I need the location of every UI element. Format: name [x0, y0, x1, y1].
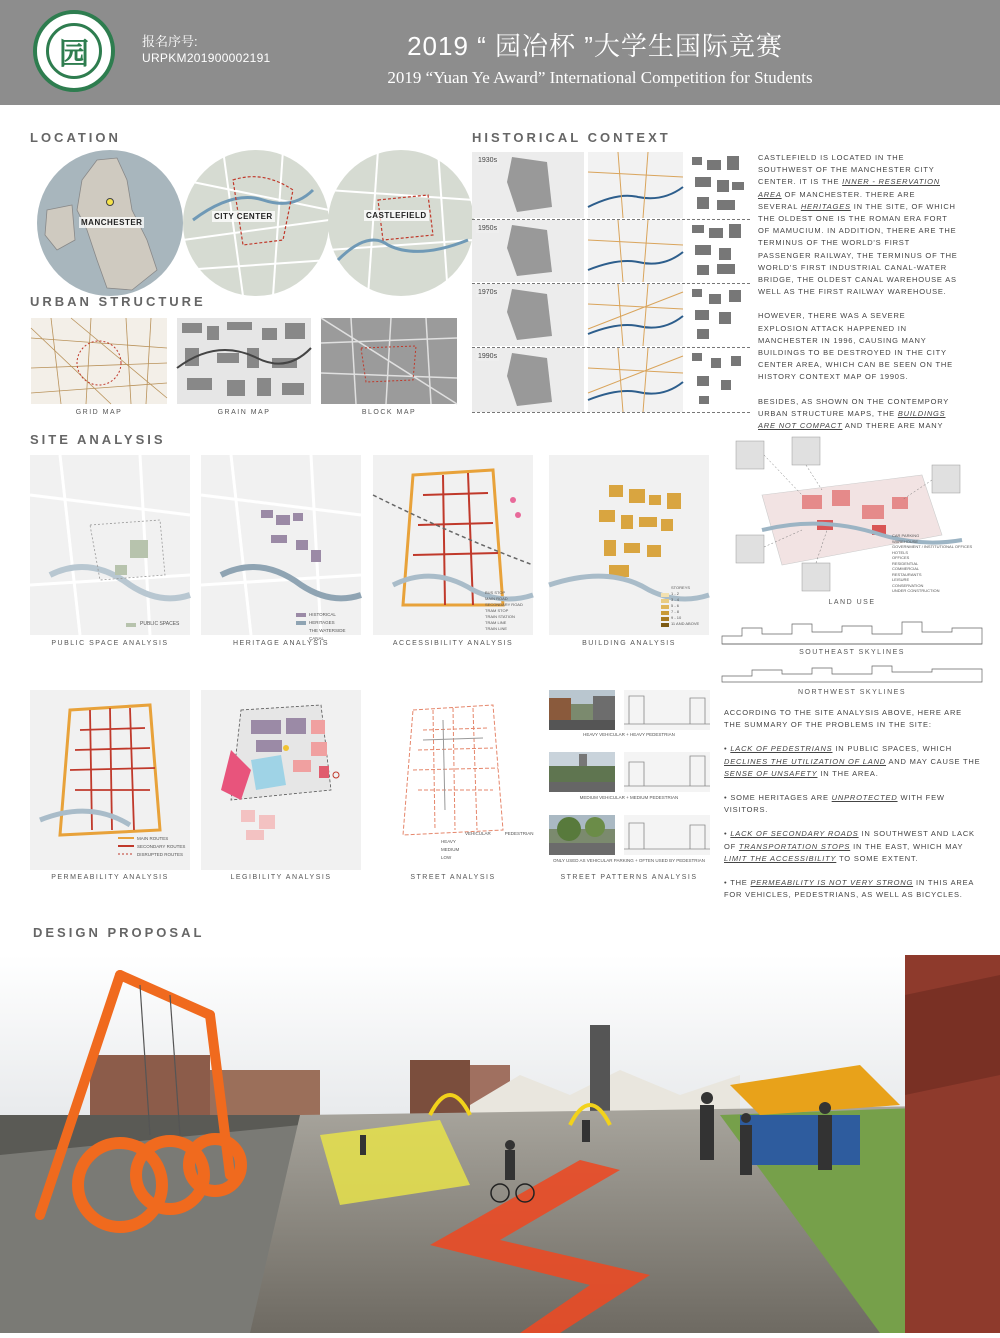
street-photo-icon [549, 690, 615, 730]
highlight-inner-reservation: INNER - RESERVATION AREA [758, 177, 940, 199]
heritage-icon [201, 455, 361, 635]
summary-text [724, 707, 982, 913]
location-pin-icon [106, 198, 114, 206]
land-use-diagram [722, 435, 982, 595]
street-section-1 [624, 690, 710, 730]
street-network-icon [588, 220, 683, 282]
text-run: IN PUBLIC SPACES, WHICH [835, 744, 952, 754]
caption-public-space: PUBLIC SPACE ANALYSIS [51, 640, 169, 647]
map-label-city-center: CITY CENTER [214, 212, 273, 221]
legend-item: BUS STOP [485, 590, 506, 595]
section-location-title: LOCATION [30, 130, 121, 145]
summary-bullet-1: • LACK OF PEDESTRIANS IN PUBLIC SPACES, WHICH DECLINES THE UTILIZATION OF LAND AND MAY CAUSE THE SENSE OF UNSAFETY IN THE AREA. [724, 744, 981, 778]
history-street-1950s [588, 220, 683, 282]
caption-legibility: LEGIBILITY ANALYSIS [230, 874, 332, 881]
history-street-1930s [588, 152, 683, 218]
highlight-permeability: PERMEABILITY IS NOT VERY STRONG [750, 878, 914, 888]
legend-item: TRAIN LINE [485, 626, 508, 631]
grain-map-icon [177, 318, 311, 404]
district-map-icon [328, 150, 474, 296]
legend-row-heavy: HEAVY [441, 839, 456, 844]
registration-label: 报名序号: [142, 34, 198, 49]
history-text [758, 152, 958, 469]
caption-block-map: BLOCK MAP [361, 409, 417, 416]
permeability-legend [137, 835, 185, 859]
skyline-icon [722, 660, 982, 684]
design-proposal-render [0, 955, 1000, 1333]
registration-number: URPKM201900002191 [142, 51, 271, 65]
highlight-heritages: HERITAGES [800, 201, 851, 211]
legend-item: CONSERVATION [892, 582, 924, 588]
summary-bullet-2: • SOME HERITAGES ARE UNPROTECTED WITH FEW VISITORS. [724, 793, 945, 815]
highlight-transport-stops: TRANSPORTATION STOPS [738, 841, 851, 851]
legend-waterside-canal: THE WATERSIDE CANAL [309, 628, 346, 641]
highlight-utilization: DECLINES THE UTILIZATION OF LAND [724, 756, 887, 766]
block-map-icon [321, 318, 457, 404]
public-space-map [30, 455, 190, 635]
street-legend [441, 830, 534, 862]
legend-header [465, 830, 534, 838]
street-network-icon [588, 348, 683, 412]
history-buildings-1950s [687, 220, 750, 282]
street-photo-1 [549, 690, 615, 730]
pattern-caption-3: ONLY USED AS VEHICULAR PARKING + OFTEN USED BY PEDESTRIAN [552, 858, 706, 863]
map-castlefield [328, 150, 474, 296]
street-section-icon [624, 690, 710, 730]
skyline-icon [722, 618, 982, 646]
street-section-icon [624, 815, 710, 855]
design-render-illustration [0, 955, 1000, 1333]
grain-map-image [177, 318, 311, 404]
storeys-legend [671, 585, 699, 627]
text-run: AND THERE ARE MANY [844, 421, 944, 431]
legend-item: HOTELS [892, 549, 909, 555]
street-section-2 [624, 752, 710, 792]
legibility-icon [201, 690, 361, 870]
highlight-unsafety: SENSE OF UNSAFETY [724, 768, 818, 778]
grid-map-icon [31, 318, 167, 404]
map-label-manchester: MANCHESTER [81, 218, 143, 227]
caption-grid-map: GRID MAP [75, 409, 123, 416]
highlight-secondary-roads: LACK OF SECONDARY ROADS [730, 829, 859, 839]
history-paragraph-2: HOWEVER, THERE WAS A SEVERE EXPLOSION ATTACK HAPPENED IN MANCHESTER IN 1996, CAUSING MANY BUILDINGS TO BE DESTROYED IN THE CITY CENTER AREA, WHICH CAN BE SEEN ON THE HISTORY CONTEXT MAP OF 1990S. [758, 311, 953, 382]
street-section-icon [624, 752, 710, 792]
street-photo-3 [549, 815, 615, 855]
text-run: THE [730, 878, 748, 888]
legend-item: RESIDENTIAL [892, 560, 919, 566]
map-manchester [37, 150, 183, 296]
building-map [549, 455, 709, 635]
year-label-1950s: 1950s [478, 225, 498, 232]
text-run: IN THE EAST, WHICH MAY [853, 841, 964, 851]
street-network-icon [588, 284, 683, 346]
text-run: AND MAY CAUSE THE [888, 756, 981, 766]
caption-northwest-skyline: NORTHWEST SKYLINES [797, 689, 907, 696]
street-photo-icon [549, 815, 615, 855]
legend-row-medium: MEDIUM [441, 847, 460, 852]
legend-col: VEHICULAR [465, 831, 491, 836]
text-run: CASTLEFIELD IS LOCATED IN THE SOUTHWEST OF THE MANCHESTER CITY CENTER. IT IS THE [758, 153, 935, 187]
map-label-castlefield: CASTLEFIELD [366, 211, 427, 220]
legend-item: GOVERNMENT / INSTITUTIONAL OFFICES [892, 544, 973, 549]
section-design-title: DESIGN PROPOSAL [33, 925, 205, 940]
land-use-legend [892, 533, 972, 594]
legend-title: STOREYS [671, 585, 691, 590]
text-run: IN THIS AREA FOR VEHICLES, PEDESTRIANS, AS WELL AS BICYCLES. [724, 878, 974, 900]
legend-item: 11 AND ABOVE [671, 621, 700, 626]
legend-item: 3 - 4 [671, 597, 680, 602]
legend-historical-heritages: HISTORICAL HERITAGES [309, 612, 336, 625]
highlight-not-compact: BUILDINGS ARE NOT COMPACT [758, 408, 946, 431]
year-label-1930s: 1930s [478, 157, 498, 164]
title-english: 2019 “Yuan Ye Award” International Competition for Students [387, 68, 813, 87]
pattern-caption-2: MEDIUM VEHICULAR + MEDIUM PEDESTRIAN [579, 795, 679, 800]
legend-item: UNDER CONSTRUCTION [892, 588, 940, 593]
history-street-1970s [588, 284, 683, 346]
logo-emblem: 园 [46, 23, 102, 79]
legend-item: TRAM LINE [485, 620, 507, 625]
legend-item: COMMERCIAL [892, 566, 920, 571]
legend-row-low: LOW [441, 855, 452, 860]
caption-heritage: HERITAGE ANALYSIS [232, 640, 330, 647]
pattern-caption-1: HEAVY VEHICULAR + HEAVY PEDESTRIAN [583, 732, 675, 737]
accessibility-map [373, 455, 533, 635]
legend-item: SECONDARY ROAD [485, 602, 523, 607]
text-run: TO SOME EXTENT. [839, 853, 919, 863]
text-run: IN THE SITE, OF WHICH THE OLDEST ONE IS THE ROMAN ERA FORT OF MAMUCIUM. IN ADDITION, THERE ARE THE TERMINUS OF THE WORLD'S FIRST PASSENGER RAILWAY, THE TERMINUS OF THE WORLD'S FIRST INDUSTRIAL CANAL-WATER BRIDGE, THE OLDEST CANAL WAREHOUSE AS WELL AS THE FIRST RAILWAY WAREHOUSE. [758, 201, 958, 297]
accessibility-legend [485, 590, 523, 632]
legend-item: TRAM STOP [485, 608, 509, 613]
caption-building: BUILDING ANALYSIS [582, 640, 676, 647]
street-photo-icon [549, 752, 615, 792]
legend-item: 7 - 8 [671, 609, 680, 614]
street-network-icon [588, 152, 683, 218]
competition-logo [33, 10, 115, 92]
year-label-1970s: 1970s [478, 289, 498, 296]
legend-item: 5 - 6 [671, 603, 680, 608]
building-footprint-icon [687, 348, 750, 412]
divider [472, 412, 750, 413]
street-photo-2 [549, 752, 615, 792]
history-buildings-1970s [687, 284, 750, 346]
building-footprint-icon [687, 220, 750, 282]
history-buildings-1990s [687, 348, 750, 412]
permeability-map [30, 690, 190, 870]
southeast-skyline [722, 618, 982, 646]
highlight-lack-pedestrians: LACK OF PEDESTRIANS [730, 744, 833, 754]
building-footprint-icon [687, 284, 750, 346]
public-space-icon [30, 455, 190, 635]
street-map-icon [183, 150, 329, 296]
text-run: IN THE AREA. [820, 768, 879, 778]
northwest-skyline [722, 660, 982, 684]
year-label-1990s: 1990s [478, 353, 498, 360]
highlight-accessibility: LIMIT THE ACCESSIBILITY [724, 853, 837, 863]
legend-item: MAIN ROAD [485, 596, 508, 601]
summary-bullet-4: • THE PERMEABILITY IS NOT VERY STRONG IN THIS AREA FOR VEHICLES, PEDESTRIANS, AS WELL AS BICYCLES. [724, 878, 974, 900]
section-historical-title: HISTORICAL CONTEXT [472, 130, 671, 145]
legend-item: CAR PARKING [892, 533, 920, 538]
summary-bullet-3: • LACK OF SECONDARY ROADS IN SOUTHWEST AND LACK OF TRANSPORTATION STOPS IN THE EAST, WHICH MAY LIMIT THE ACCESSIBILITY TO SOME EXTENT. [724, 829, 975, 863]
legend-disrupted-routes: DISRUPTED ROUTES [137, 852, 184, 857]
legend-item: LEISURE [892, 577, 910, 582]
caption-street-patterns: STREET PATTERNS ANALYSIS [560, 874, 698, 881]
section-site-title: SITE ANALYSIS [30, 432, 166, 447]
grid-map-image [31, 318, 167, 404]
caption-southeast-skyline: SOUTHEAST SKYLINES [799, 649, 905, 656]
text-run: BESIDES, AS SHOWN ON THE CONTEMPORY URBAN STRUCTURE MAPS, THE [758, 396, 949, 418]
street-map [373, 690, 533, 870]
map-city-center [183, 150, 329, 296]
history-buildings-1930s [687, 152, 750, 218]
title-chinese: 2019 “ 园冶杯 ”大学生国际竞赛 [407, 31, 783, 61]
caption-land-use: LAND USE [828, 599, 876, 606]
caption-grain-map: GRAIN MAP [217, 409, 271, 416]
legend-item: TRAIN STATION [485, 614, 515, 619]
legend-item: WAREHOUSE [892, 538, 919, 544]
text-run: SOME HERITAGES ARE [730, 793, 829, 803]
text-run: WITH FEW VISITORS. [724, 793, 945, 815]
legibility-map [201, 690, 361, 870]
history-street-1990s [588, 348, 683, 412]
caption-permeability: PERMEABILITY ANALYSIS [51, 874, 169, 881]
section-urban-title: URBAN STRUCTURE [30, 294, 206, 309]
legend-col: PEDESTRIAN [504, 831, 534, 836]
legend-item: RESTAURANTS [892, 571, 922, 577]
summary-intro: ACCORDING TO THE SITE ANALYSIS ABOVE, HERE ARE THE SUMMARY OF THE PROBLEMS IN THE SITE: [724, 708, 962, 730]
header-banner [0, 0, 1000, 105]
highlight-unprotected: UNPROTECTED [831, 793, 898, 803]
building-footprint-icon [687, 152, 750, 218]
legend-public-spaces: PUBLIC SPACES [140, 621, 180, 627]
legend-item: 1 - 2 [671, 591, 680, 596]
legend-secondary-routes: SECONDARY ROUTES [137, 844, 186, 849]
legend-main-routes: MAIN ROUTES [137, 836, 169, 841]
legend-item: OFFICES [892, 555, 910, 560]
legend-item: 9 - 10 [671, 615, 682, 620]
street-section-3 [624, 815, 710, 855]
caption-accessibility: ACCESSIBILITY ANALYSIS [392, 640, 514, 647]
history-paragraph-1 [758, 152, 958, 298]
text-run: OF MANCHESTER. THERE ARE SEVERAL [758, 189, 916, 211]
heritage-legend [309, 611, 361, 643]
caption-street: STREET ANALYSIS [410, 874, 496, 881]
heritage-map [201, 455, 361, 641]
block-map-image [321, 318, 457, 404]
text-run: IN SOUTHWEST AND LACK OF [724, 829, 975, 851]
